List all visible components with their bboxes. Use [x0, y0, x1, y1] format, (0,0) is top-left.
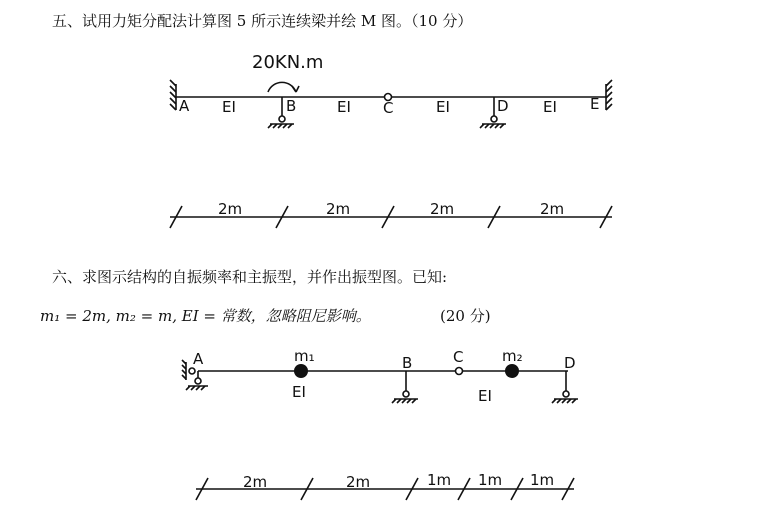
q5-dim-label: 2m	[326, 200, 351, 218]
q5-segment-ei: EI	[337, 98, 351, 116]
q5-segment-ei: EI	[436, 98, 450, 116]
q6-score: (20 分)	[440, 307, 491, 325]
q6-dim-label: 1m	[478, 471, 503, 489]
q6-dim-label: 2m	[346, 473, 371, 491]
q6-title: 六、求图示结构的自振频率和主振型，并作出振型图。已知:	[52, 268, 448, 286]
q5-node-d: D	[497, 97, 509, 115]
q6-dim-label: 1m	[427, 471, 452, 489]
q5-fixed-support-e	[606, 80, 612, 110]
q6-node-b: B	[402, 354, 413, 372]
q5-title: 五、试用力矩分配法计算图 5 所示连续梁并绘 M 图。（10 分）	[52, 12, 473, 30]
q5-node-b: B	[286, 97, 297, 115]
q6-support-d	[552, 371, 578, 403]
q5-dim-label: 2m	[218, 200, 243, 218]
q6-given: m₁ = 2m, m₂ = m, EI = 常数，忽略阻尼影响。	[40, 307, 371, 325]
q6-dim-label: 1m	[530, 471, 555, 489]
q6-mass-label-m2: m₂	[502, 347, 523, 365]
q5-segment-ei: EI	[222, 98, 236, 116]
q6-node-a: A	[193, 350, 204, 368]
q5-node-c: C	[383, 99, 394, 117]
q6-dim-label: 2m	[243, 473, 268, 491]
q5-moment-label: 20KN.m	[252, 52, 324, 73]
q5-fixed-support-a	[170, 80, 176, 110]
q6-support-b	[392, 371, 418, 403]
q5-moment-arrow	[292, 86, 299, 92]
q6-segment-ei: EI	[478, 387, 492, 405]
q6-segment-ei: EI	[292, 383, 306, 401]
q5-node-e: E	[590, 95, 600, 113]
q6-node-d: D	[564, 354, 576, 372]
q5-node-a: A	[179, 97, 190, 115]
q6-mass-m2	[505, 364, 519, 378]
q5-segment-ei: EI	[543, 98, 557, 116]
q6-hinge-c	[456, 368, 463, 375]
q5-dim-label: 2m	[430, 200, 455, 218]
q6-mass-label-m1: m₁	[294, 347, 315, 365]
q6-node-c: C	[453, 348, 464, 366]
q6-mass-m1	[294, 364, 308, 378]
q5-moment-arc	[268, 82, 296, 92]
q5-dim-label: 2m	[540, 200, 565, 218]
